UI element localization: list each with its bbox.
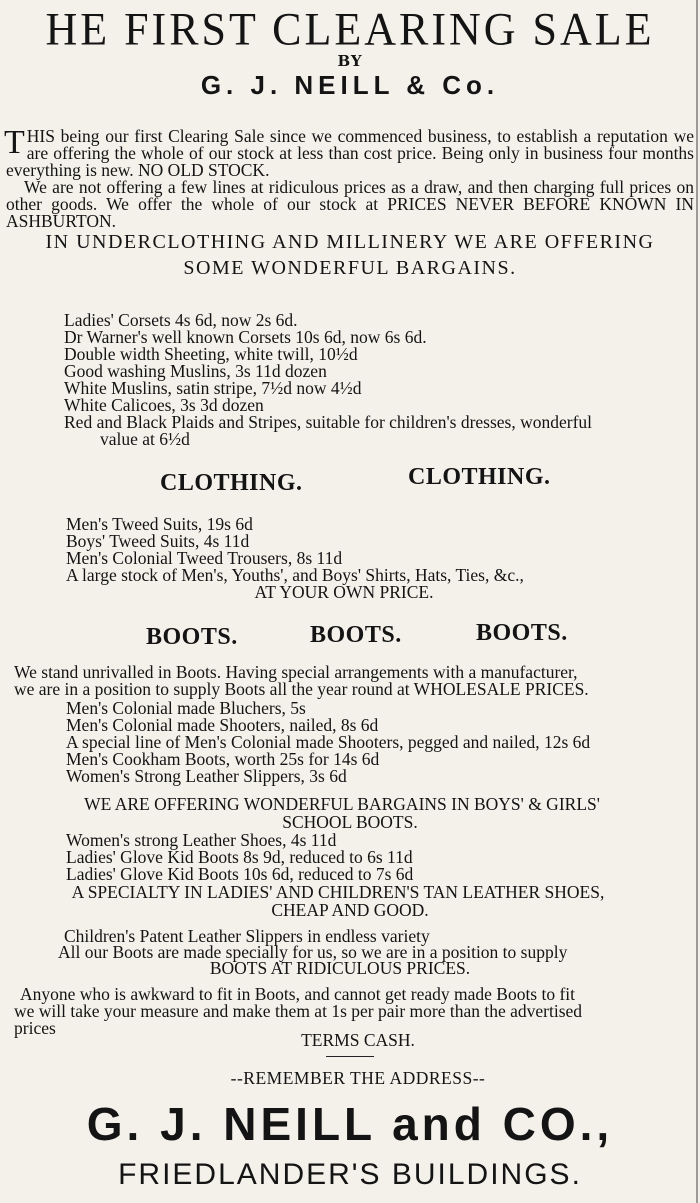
list-item: Ladies' Glove Kid Boots 10s 6d, reduced to 7s 6d	[66, 864, 414, 884]
list-item: Men's Colonial made Bluchers, 5s	[66, 698, 306, 718]
list-item: Red and Black Plaids and Stripes, suitable for children's dresses, wonderful	[64, 412, 593, 432]
list-item: Dr Warner's well known Corsets 10s 6d, now 6s 6d.	[64, 327, 427, 347]
measure-line-3: prices	[14, 1018, 56, 1038]
boots-heading-3: BOOTS.	[476, 620, 568, 646]
boots-intro	[14, 664, 694, 698]
list-item: Men's Cookham Boots, worth 25s for 14s 6d	[66, 749, 380, 769]
boots-intro-line-2: we are in a position to supply Boots all the year round at WHOLESALE PRICES.	[14, 679, 589, 699]
intro-text	[4, 124, 694, 231]
list-item: Women's strong Leather Shoes, 4s 11d	[66, 830, 337, 850]
made-specially-line-1: All our Boots are made specially for us, so we are in a position to supply	[58, 942, 568, 962]
list-item: Ladies' Glove Kid Boots 8s 9d, reduced to 6s 11d	[66, 847, 413, 867]
divider-rule	[326, 1056, 374, 1057]
underclothing-heading-2: SOME WONDERFUL BARGAINS.	[183, 257, 517, 279]
list-item: Boys' Tweed Suits, 4s 11d	[66, 531, 250, 551]
building-name: FRIEDLANDER'S BUILDINGS.	[118, 1158, 582, 1191]
specialty-line-1: A SPECIALTY IN LADIES' AND CHILDREN'S TAN LEATHER SHOES,	[71, 882, 605, 902]
boots-intro-line-1: We stand unrivalled in Boots. Having special arrangements with a manufacturer,	[14, 662, 578, 682]
column-border	[696, 0, 698, 1203]
measure-line-2: we will take your measure and make them at 1s per pair more than the advertised	[14, 1001, 583, 1021]
school-boots-line-1: WE ARE OFFERING WONDERFUL BARGAINS IN BOYS' & GIRLS'	[84, 794, 600, 814]
list-item: Ladies' Corsets 4s 6d, now 2s 6d.	[64, 310, 298, 330]
ad-title: HE FIRST CLEARING SALE	[45, 3, 655, 56]
list-item: A special line of Men's Colonial made Shooters, pegged and nailed, 12s 6d	[66, 732, 591, 752]
clothing-list	[66, 516, 696, 584]
list-item: value at 6½d	[100, 429, 190, 449]
list-item: Men's Colonial made Shooters, nailed, 8s 6d	[66, 715, 379, 735]
school-boots-line-2: SCHOOL BOOTS.	[282, 812, 418, 832]
firm-name-footer: G. J. NEILL and CO.,	[86, 1098, 614, 1150]
boots-list-b	[66, 832, 696, 883]
clothing-heading-left: CLOTHING.	[160, 470, 303, 496]
clothing-heading-right: CLOTHING.	[408, 464, 551, 490]
underclothing-heading-1: IN UNDERCLOTHING AND MILLINERY WE ARE OFFERING	[45, 231, 655, 253]
by-label: BY	[337, 52, 363, 70]
boots-list-a	[66, 700, 696, 785]
firm-name-header: G. J. NEILL & Co.	[200, 70, 500, 100]
list-item: Double width Sheeting, white twill, 10½d	[64, 344, 358, 364]
measure-line-1: Anyone who is awkward to fit in Boots, and cannot get ready made Boots to fit	[20, 984, 576, 1004]
list-item: Good washing Muslins, 3s 11d dozen	[64, 361, 327, 381]
intro-paragraph-1: HIS being our first Clearing Sale since we commenced business, to establish a reputation we are offering the whole of our stock at less than cost price. Being only in business four months everything is new. NO OLD STOCK.	[6, 126, 694, 180]
intro-paragraph-2: We are not offering a few lines at ridiculous prices as a draw, and then charging full prices on other goods. We offer the whole of our stock at PRICES NEVER BEFORE KNOWN IN ASHBURTON.	[6, 177, 694, 231]
list-item: White Calicoes, 3s 3d dozen	[64, 395, 264, 415]
boots-heading-1: BOOTS.	[146, 624, 238, 650]
list-item: Women's Strong Leather Slippers, 3s 6d	[66, 766, 347, 786]
list-item: White Muslins, satin stripe, 7½d now 4½d	[64, 378, 362, 398]
drop-cap: T	[4, 124, 25, 161]
list-item: Men's Colonial Tweed Trousers, 8s 11d	[66, 548, 343, 568]
made-specially-line-2: BOOTS AT RIDICULOUS PRICES.	[209, 958, 471, 978]
underclothing-list	[64, 312, 694, 448]
specialty-line-2: CHEAP AND GOOD.	[271, 900, 429, 920]
remember-address: --REMEMBER THE ADDRESS--	[230, 1068, 486, 1088]
clothing-tagline: AT YOUR OWN PRICE.	[254, 582, 434, 602]
childrens-slippers: Children's Patent Leather Slippers in endless variety	[64, 926, 430, 946]
boots-heading-2: BOOTS.	[310, 622, 402, 648]
terms-cash: TERMS CASH.	[301, 1030, 415, 1050]
list-item: Men's Tweed Suits, 19s 6d	[66, 514, 253, 534]
list-item: A large stock of Men's, Youths', and Boys' Shirts, Hats, Ties, &c.,	[66, 565, 524, 585]
